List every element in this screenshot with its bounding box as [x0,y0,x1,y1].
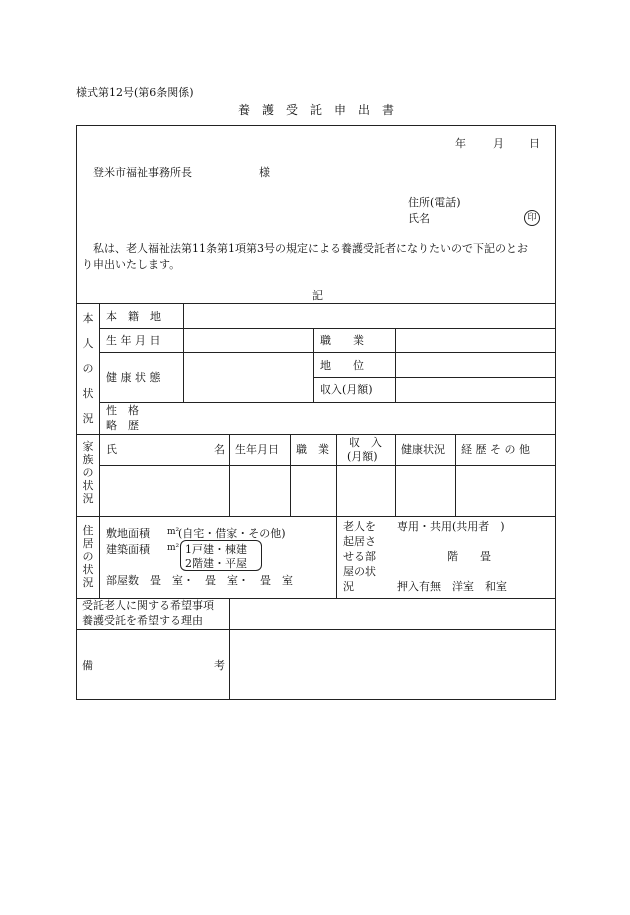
rule [395,328,396,402]
ki-label: 記 [312,289,323,302]
remarks-label-right: 考 [214,659,225,672]
rule [313,328,314,402]
wishes-label: 受託老人に関する希望事項 [82,599,214,612]
income-label: 収入(月額) [320,383,373,396]
family-section-label: 家 族 の 状 況 [82,440,94,505]
room-size: 階 畳 [447,550,491,563]
rule [99,303,100,598]
rule [229,598,230,700]
seal-mark: 印 [524,210,540,226]
elder-room-label-2: 起居さ [343,535,376,548]
rule [290,434,291,516]
rule [76,303,556,304]
history-label: 略 歴 [106,419,139,432]
family-name-right: 名 [214,443,225,456]
elder-room-label-1: 老人を [343,520,376,533]
elder-room-label-4: 屋の状 [343,565,376,578]
self-section-label: 本 人 の 状 況 [82,312,94,425]
family-name-left: 氏 [106,443,117,456]
family-history-label: 経 歴 そ の 他 [461,443,530,456]
building-area-label: 建築面積 [106,543,150,556]
family-occupation-label: 職 業 [296,443,329,456]
rule [99,465,556,466]
family-income-label-2: (月額) [347,450,378,463]
date-day: 日 [529,137,540,150]
rule [336,434,337,516]
rule [183,303,184,402]
birthdate-label: 生 年 月 日 [106,334,161,347]
rule [336,516,337,598]
rule [395,434,396,516]
rule [76,434,556,435]
room-count: 部屋数 畳 室・ 畳 室・ 畳 室 [106,574,293,587]
family-income-label-1: 収 入 [349,436,382,449]
name-label: 氏名 [408,212,430,225]
body-line-2: り申出いたします。 [82,258,181,271]
honseki-label: 本 籍 地 [106,310,161,323]
reason-label: 養護受託を希望する理由 [82,614,203,627]
family-health-label: 健康状況 [401,443,445,456]
rule [76,516,556,517]
site-area-unit: m² [167,527,180,537]
occupation-label: 職 業 [320,334,364,347]
building-type-1: 1戸建・棟建 [185,543,247,556]
health-label: 健 康 状 態 [106,371,161,384]
elder-room-label-5: 況 [343,580,354,593]
rule [76,629,556,630]
room-features: 押入有無 洋室 和室 [397,580,507,593]
site-area-label: 敷地面積 [106,527,150,540]
rule [455,434,456,516]
personality-label: 性 格 [106,404,139,417]
position-label: 地 位 [320,359,364,372]
elder-room-label-3: せる部 [343,550,376,563]
remarks-label-left: 備 [82,659,93,672]
building-area-unit: m² [167,543,180,553]
form-title: 養 護 受 託 申 出 書 [238,103,395,117]
rule [99,352,556,353]
housing-section-label: 住 居 の 状 況 [82,524,94,589]
addressee: 登米市福祉事務所長 [93,166,192,179]
address-label: 住所(電話) [408,196,461,209]
addressee-suffix: 様 [259,166,270,179]
rule [99,402,556,403]
site-type: (自宅・借家・その他) [178,527,286,540]
form-number: 様式第12号(第6条関係) [76,86,194,99]
rule [99,328,556,329]
rule [229,434,230,516]
building-type-2: 2階建・平屋 [185,557,247,570]
date-month: 月 [493,137,504,150]
family-birthdate-label: 生年月日 [235,443,279,456]
room-use: 専用・共用(共用者 ) [397,520,505,533]
date-year: 年 [455,137,466,150]
rule [313,377,556,378]
body-line-1: 私は、老人福祉法第11条第1項第3号の規定による養護受託者になりたいので下記のとお [93,242,528,255]
